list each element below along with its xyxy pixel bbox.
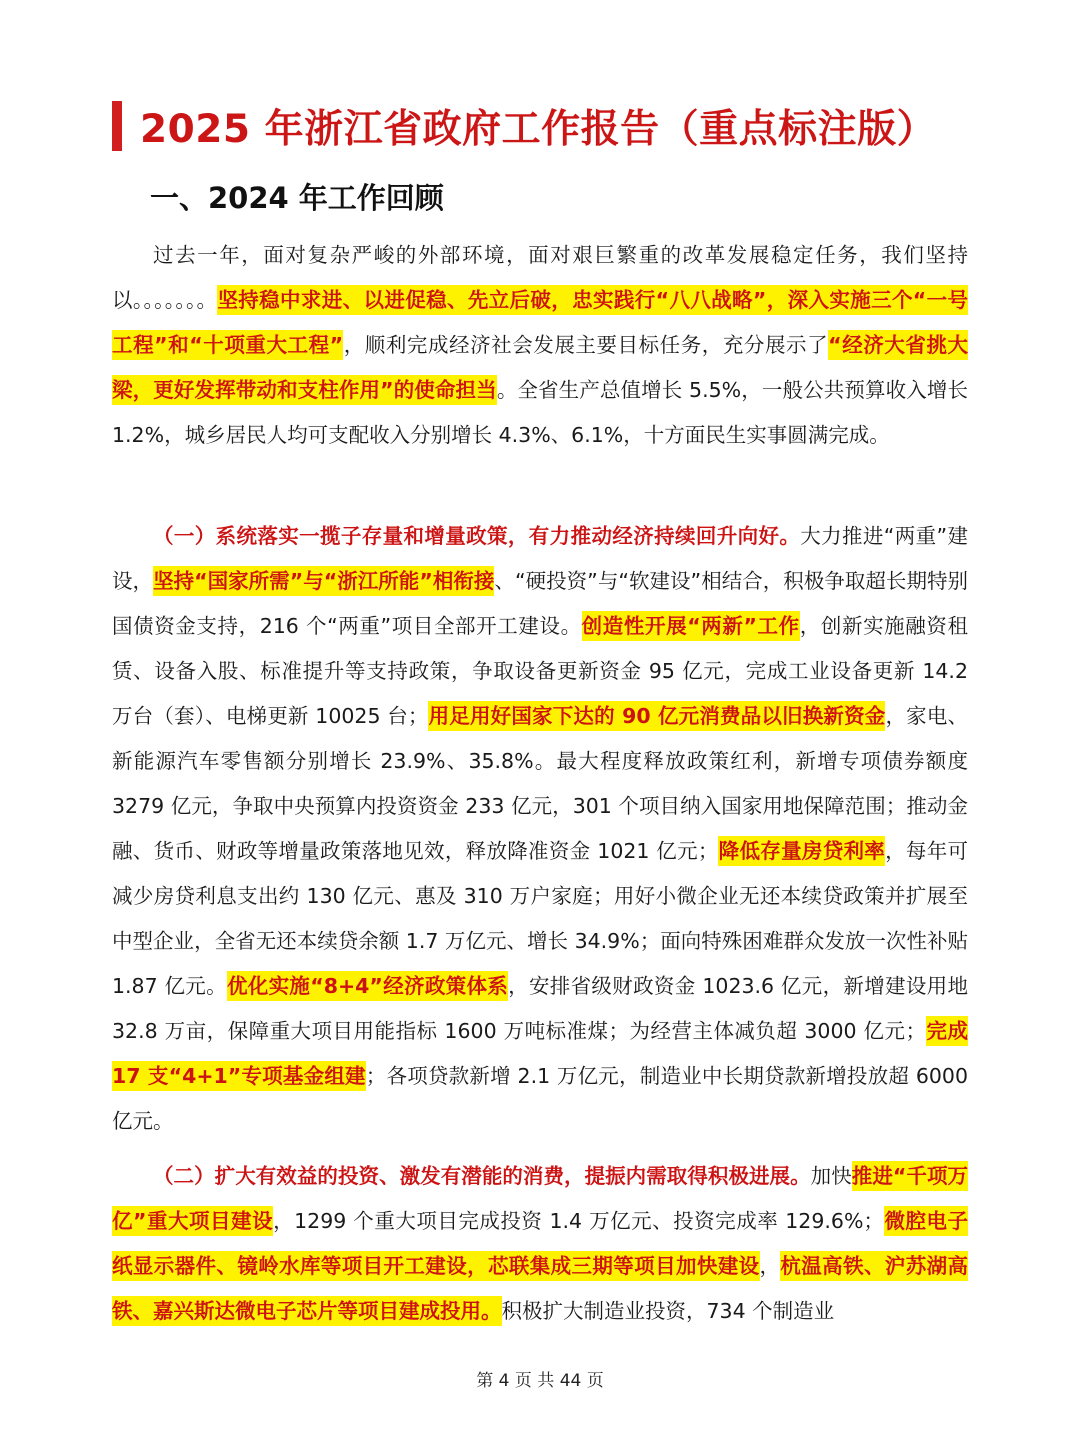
highlighted-text: 完成 17 支“4+1”专项基金组建 <box>112 1016 968 1091</box>
text-run: 大力推进“两重”建设， <box>112 524 969 593</box>
highlighted-text: 优化实施“8+4”经济政策体系 <box>227 971 508 1001</box>
title-accent-bar <box>112 101 122 151</box>
page-footer: 第 4 页 共 44 页 <box>476 1371 604 1391</box>
text-run: ，顺利完成经济社会发展主要目标任务，充分展示了 <box>343 333 829 357</box>
paragraph-section-1 <box>112 514 968 1144</box>
highlighted-text: 用足用好国家下达的 90 亿元消费品以旧换新资金 <box>428 701 885 731</box>
highlighted-text: 创造性开展“两新”工作 <box>582 611 800 641</box>
document-title: 2025 年浙江省政府工作报告（重点标注版） <box>140 107 937 152</box>
title-row <box>112 98 936 154</box>
text-run: ；各项贷款新增 2.1 万亿元，制造业中长期贷款新增投放超 6000 亿元。 <box>112 1064 968 1133</box>
text-run: 、“硬投资”与“软建设”相结合，积极争取超长期特别国债资金支持，216 个“两重”项目全部开工建设。 <box>112 569 969 638</box>
text-run: 积极扩大制造业投资，734 个制造业 <box>501 1299 835 1323</box>
highlighted-text: 坚持稳中求进、以进促稳、先立后破，忠实践行“八八战略”，深入实施三个“一号工程”和“十项重大工程” <box>112 285 968 360</box>
text-run: ，安排省级财政资金 1023.6 亿元，新增建设用地 32.8 万亩，保障重大项目用能指标 1600 万吨标准煤；为经营主体减负超 3000 亿元； <box>112 974 968 1043</box>
text-run: ， <box>759 1254 781 1278</box>
section-heading: 一、2024 年工作回顾 <box>150 181 444 215</box>
highlighted-text: 微腔电子纸显示器件、镜岭水库等项目开工建设，芯联集成三期等项目加快建设 <box>112 1206 968 1281</box>
text-run: 。全省生产总值增长 5.5%，一般公共预算收入增长 1.2%，城乡居民人均可支配收入分别增长 4.3%、6.1%，十方面民生实事圆满完成。 <box>112 378 968 447</box>
highlighted-text: “经济大省挑大梁，更好发挥带动和支柱作用”的使命担当 <box>112 330 968 405</box>
text-run: 过去一年，面对复杂严峻的外部环境，面对艰巨繁重的改革发展稳定任务，我们坚持以。。。。。。。 <box>112 243 968 312</box>
highlighted-text: 坚持“国家所需”与“浙江所能”相衔接 <box>153 566 494 596</box>
text-run: ，1299 个重大项目完成投资 1.4 万亿元、投资完成率 129.6%； <box>273 1209 884 1233</box>
text-run: ，每年可减少房贷利息支出约 130 亿元、惠及 310 万户家庭；用好小微企业无还本续贷政策并扩展至中型企业，全省无还本续贷余额 1.7 万亿元、增长 34.9%；面向特殊困难群众发放一次性补贴 1.87 亿元。 <box>112 839 969 998</box>
text-run: ，家电、新能源汽车零售额分别增长 23.9%、35.8%。最大程度释放政策红利，新增专项债券额度 3279 亿元，争取中央预算内投资资金 233 亿元，301 个项目纳入国家用地保障范围；推动金融、货币、财政等增量政策落地见效，释放降准资金 1021 亿元； <box>112 704 969 863</box>
subsection-heading: （二）扩大有效益的投资、激发有潜能的消费，提振内需取得积极进展。 <box>153 1164 811 1188</box>
subsection-heading: （一）系统落实一揽子存量和增量政策，有力推动经济持续回升向好。 <box>153 524 801 548</box>
highlighted-text: 推进“千项万亿”重大项目建设 <box>112 1161 968 1236</box>
highlighted-text: 杭温高铁、沪苏湖高铁、嘉兴斯达微电子芯片等项目建成投用。 <box>112 1251 968 1326</box>
text-run: 加快 <box>810 1164 852 1188</box>
paragraph-intro <box>112 233 968 458</box>
text-run: ，创新实施融资租赁、设备入股、标准提升等支持政策，争取设备更新资金 95 亿元，完成工业设备更新 14.2 万台（套）、电梯更新 10025 台； <box>112 614 968 728</box>
highlighted-text: 降低存量房贷利率 <box>718 836 885 866</box>
paragraph-section-2 <box>112 1154 968 1334</box>
